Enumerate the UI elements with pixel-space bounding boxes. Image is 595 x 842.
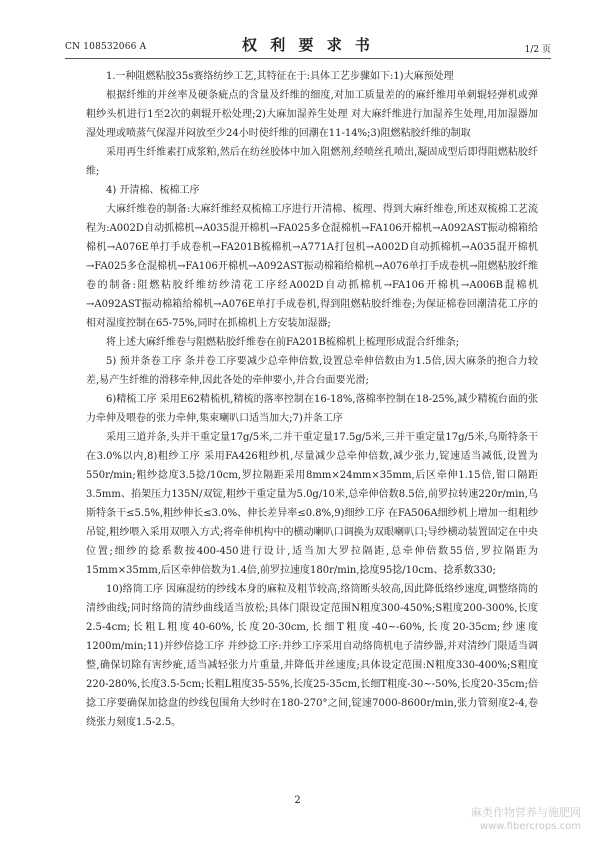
page-info: 1/2 页	[524, 45, 551, 55]
claim-paragraph: 4) 开清棉、梳棉工序	[106, 185, 200, 196]
claims-body	[86, 67, 538, 732]
claim-paragraph: 1.一种阻燃粘胶35s赛络纺纱工艺,其特征在于:具体工艺步骤如下:1)大麻预处理	[106, 71, 454, 82]
document-title: 权 利 要 求 书	[242, 36, 374, 54]
page-header	[65, 34, 551, 58]
header-divider	[65, 58, 551, 59]
watermark-site-name: 麻类作物营养与施肥网	[471, 806, 581, 819]
claim-paragraph: 将上述大麻纤维卷与阻燃粘胶纤维卷在前FA201B梳棉机上梳理形成混合纤维条;	[106, 337, 460, 348]
page-number: 2	[294, 795, 301, 806]
claim-paragraph: 根据纤维的并丝率及硬条疵点的含量及纤维的细度,对加工质量差的的麻纤维用单刺辊轻弹机或弹粗纱头机进行1至2次的刺辊开松处理;2)大麻加湿养生处理 对大麻纤维进行加湿养生处理,用加湿器加湿处理或喷蒸气保湿并闷放至少24小时使纤维的回潮在11-14%;3)阻燃粘胶纤维的制取	[86, 90, 538, 139]
claim-paragraph: 10)络筒工序 因麻混纺的纱线本身的麻粒及粗节较高,络筒断头较高,因此降低络纱速度,调整络筒的清纱曲线;同时络筒的清纱曲线适当放松;具体门限设定范围N粗度300-450%;S粗度200-300%,长度2.5-4cm;长粗L粗度40-60%,长度20-30cm,长细T粗度-40~-60%,长度20-35cm;纱速度1200m/min;11)并纱倍捻工序 并纱捻工序:并纱工序采用自动络筒机电子清纱器,并对清纱门限适当调整,确保切除有害纱疵,适当减轻张力片重量,并降低并丝速度;具体设定范围:N粗度330-400%;S粗度220-280%,长度3.5-5cm;长粗L粗度35-55%,长度25-35cm,长细T粗度-30~-50%,长度20-35cm;倍捻工序要确保加捻盘的纱线包围角大纱时在180-270°之间,锭速7000-8600r/min,张力管刻度2-4,卷绕张力刻度1.5-2.5。	[86, 584, 538, 728]
claim-paragraph: 5) 预并条卷工序 条并卷工序要减少总牵伸倍数,设置总牵伸倍数由为1.5倍,因大麻条的抱合力较差,易产生纤维的滑移牵伸,因此各处的牵伸要小,并合台面要光滑;	[86, 356, 538, 386]
watermark-url: www.fibercrops.com	[479, 821, 581, 832]
watermark	[471, 806, 581, 833]
claim-paragraph: 大麻纤维卷的制备:大麻纤维经双梳棉工序进行开清棉、梳理、得到大麻纤维卷,所述双梳棉工艺流程为:A002D自动抓棉机→A035混开棉机→FA025多仓混棉机→FA106开棉机→A092AST振动棉箱给棉机→A076E单打手成卷机→FA201B梳棉机→A771A打包机→A002D自动抓棉机→A035混开棉机→FA025多仓混棉机→FA106开棉机→A092AST振动棉箱给棉机→A076单打手成卷机→阻燃粘胶纤维卷的制备:阻燃粘胶纤维纺纱清花工序经A002D自动抓棉机→FA106开棉机→A006B混棉机→A092AST振动棉箱给棉机→A076E单打手成卷机,得到阻燃粘胶纤维卷;为保证棉卷回潮清花工序的相对湿度控制在65-75%,同时在抓棉机上方安装加湿器;	[86, 204, 538, 329]
claim-paragraph: 采用再生纤维素打成浆粕,然后在纺丝胶体中加入阻燃剂,经喷丝孔喷出,凝固成型后即得阻燃粘胶纤维;	[86, 147, 538, 177]
claim-paragraph: 采用三道并条,头并干重定量17g/5米,二并干重定量17.5g/5米,三并干重定量17g/5米,乌斯特条干在3.0%以内,8)粗纱工序 采用FA426粗纱机,尽量减少总牵伸倍数,减少张力,锭速适当减低,设置为550r/min;粗纱捻度3.5捻/10cm,罗拉隔距采用8mm×24mm×35mm,后区牵伸1.15倍,钳口隔距3.5mm、掐架压力135N/双锭,粗纱干重定量为5.0g/10米,总牵伸倍数8.5倍,前罗拉转速220r/min,乌斯特条干≤5.5%,粗纱伸长≤3.0%、伸长差异率≤0.8%,9)细纱工序 在FA506A细纱机上增加一组粗纱吊锭,粗纱喂入采用双喂入方式;将牵伸机构中的横动喇叭口调换为双眼喇叭口;导纱横动装置固定在中央位置;细纱的捻系数按400-450进行设计,适当加大罗拉隔距,总牵伸倍数55倍,罗拉隔距为15mm×35mm,后区牵伸倍数为1.4倍,前罗拉速度180r/min,捻度95捻/10cm、捻系数330;	[86, 432, 538, 576]
document-number: CN 108532066 A	[65, 42, 147, 52]
claim-paragraph: 6)精梳工序 采用E62精梳机,精梳的落率控制在16-18%,落棉率控制在18-25%,减少精梳台面的张力牵伸及喂卷的张力牵伸,集束喇叭口适当加大;7)并条工序	[86, 394, 538, 424]
